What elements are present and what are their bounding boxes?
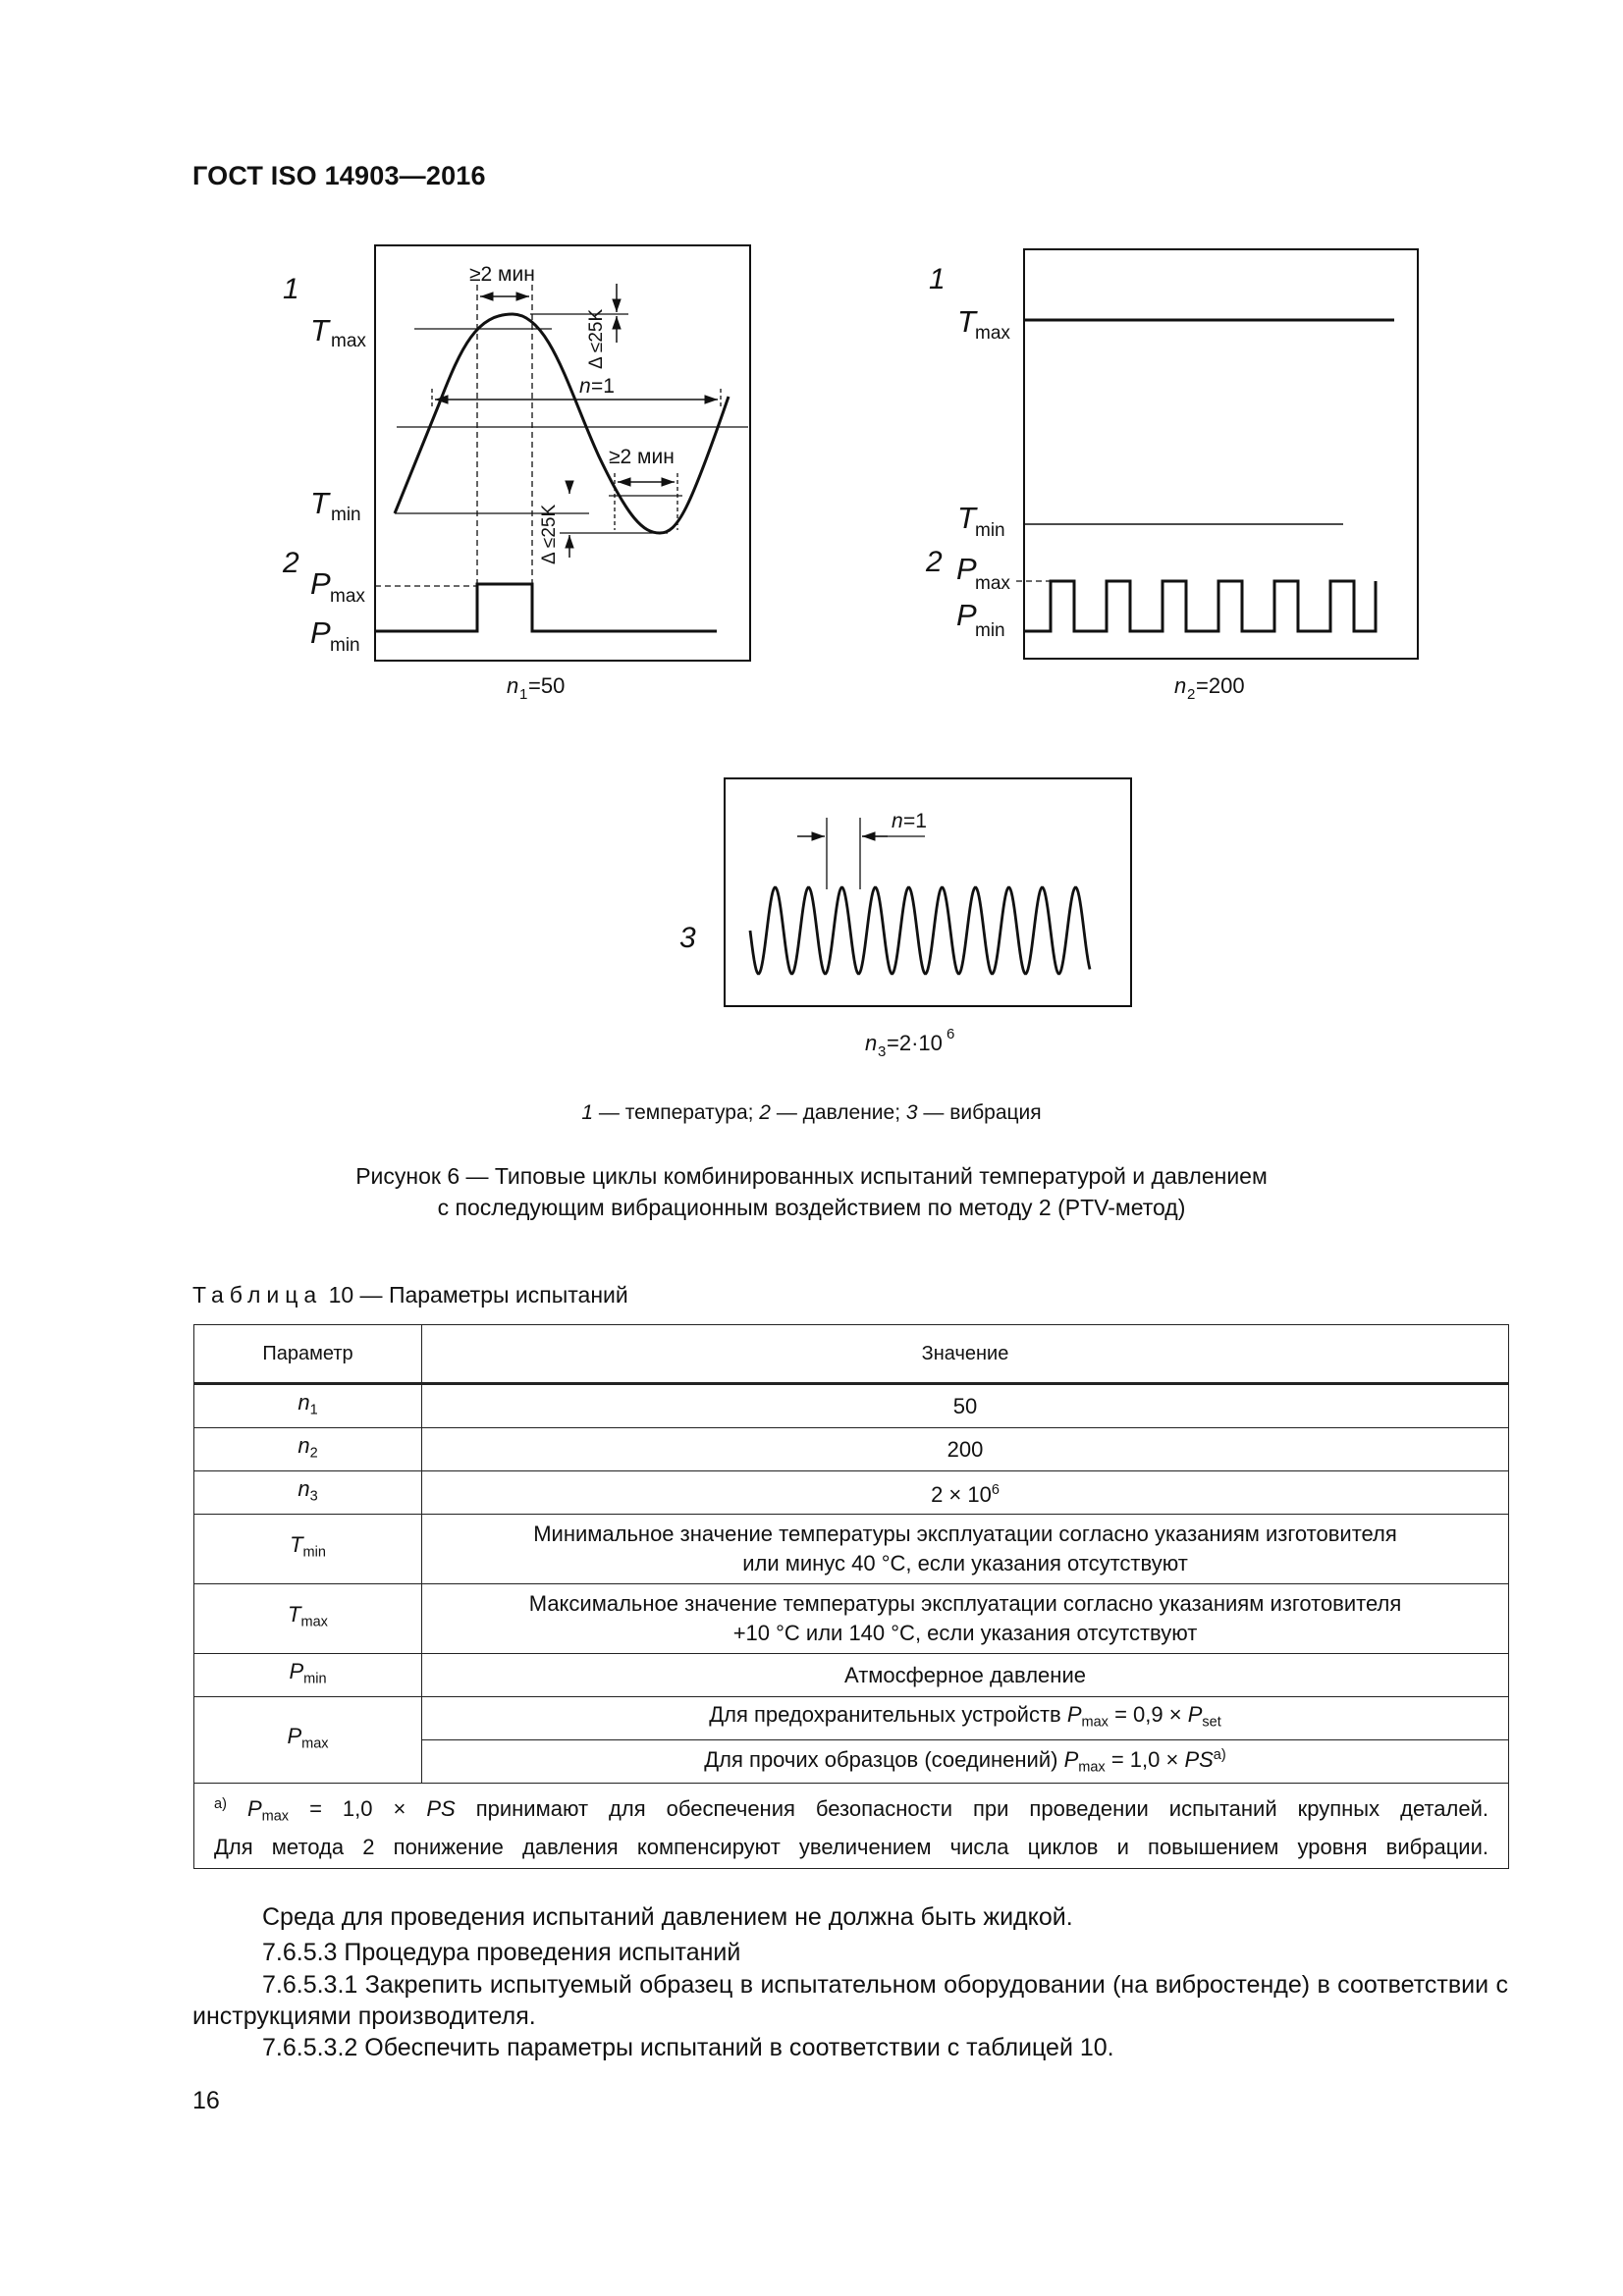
delta-bottom: Δ ≤25K bbox=[539, 504, 560, 564]
svg-text:=200: =200 bbox=[1196, 673, 1245, 698]
parameters-table bbox=[193, 1324, 1509, 1869]
svg-text:1: 1 bbox=[519, 686, 528, 703]
table-row: $n_1$ 50 bbox=[194, 1384, 1509, 1428]
label-t-max: T bbox=[957, 304, 976, 339]
panel-1-temperature-pressure-cycle bbox=[282, 245, 750, 703]
label-t-min: T bbox=[957, 501, 976, 535]
label-p-max: P bbox=[956, 552, 977, 586]
label-t-min: T bbox=[310, 486, 329, 520]
svg-text:max: max bbox=[331, 331, 366, 351]
svg-text:min: min bbox=[330, 635, 360, 656]
svg-text:2: 2 bbox=[1187, 686, 1196, 703]
panel-2-constant-temperature bbox=[925, 249, 1418, 703]
cycle-label: n bbox=[579, 375, 591, 398]
label-vibration-3: 3 bbox=[679, 922, 696, 954]
count-n3: n bbox=[865, 1031, 878, 1055]
svg-text:3: 3 bbox=[878, 1043, 887, 1060]
table-footnote-row bbox=[194, 1784, 1509, 1869]
label-pressure-2: 2 bbox=[283, 547, 299, 579]
delta-top: Δ ≤25K bbox=[586, 308, 607, 369]
paragraph: 7.6.5.3.2 Обеспечить параметры испытаний в соответствии с таблицей 10. bbox=[262, 2034, 1114, 2061]
table-row: $T_{min}$ Минимальное значение температуры эксплуатации согласно указаниям изготовителя или минус 40 °С, если указания отсутствуют bbox=[194, 1515, 1509, 1584]
label-p-min: P bbox=[310, 615, 331, 650]
label-pressure-2: 2 bbox=[926, 546, 943, 578]
label-t-max: T bbox=[310, 313, 329, 347]
dwell-time-bottom: ≥2 мин bbox=[609, 446, 675, 468]
paragraph: 7.6.5.3.1 Закрепить испытуемый образец в испытательном оборудовании (на вибростенде) в соответствии с инструкциями производителя. bbox=[192, 1971, 1508, 2030]
count-n1: n bbox=[507, 673, 519, 698]
cycle-label: n bbox=[892, 810, 903, 832]
label-temperature-1: 1 bbox=[929, 263, 946, 295]
svg-text:=1: =1 bbox=[903, 810, 927, 832]
svg-text:min: min bbox=[975, 520, 1005, 541]
svg-text:max: max bbox=[330, 586, 365, 607]
table-row: $T_{max}$ Максимальное значение температуры эксплуатации согласно указаниям изготовителя +10 °С или 140 °С, если указания отсутствуют bbox=[194, 1584, 1509, 1654]
figure-legend: 1 — температура; 2 — давление; 3 — вибрация bbox=[581, 1101, 1042, 1124]
svg-text:6: 6 bbox=[947, 1026, 955, 1042]
svg-text:max: max bbox=[975, 573, 1010, 594]
table-footnote: $^{a)}$ $P_{max} = 1,0$ × PS принимают для обеспечения безопасности при проведении испытаний крупных деталей. Для метода 2 понижение давления компенсируют увеличением числа циклов и повышением уровня вибрации. bbox=[194, 1784, 1509, 1869]
label-p-min: P bbox=[956, 598, 977, 632]
svg-text:min: min bbox=[975, 620, 1005, 641]
figure-6 bbox=[0, 0, 1623, 1090]
table-caption: Таблица 10 — Параметры испытаний bbox=[192, 1282, 628, 1308]
header-value: Значение bbox=[422, 1325, 1509, 1384]
paragraph: Среда для проведения испытаний давлением не должна быть жидкой. bbox=[262, 1903, 1073, 1931]
table-row: $n_3$ $2 \times 10^6$ bbox=[194, 1471, 1509, 1515]
figure-caption: Рисунок 6 — Типовые циклы комбинированных испытаний температурой и давлением с последующим вибрационным воздействием по методу 2 (PTV-метод) bbox=[355, 1163, 1268, 1220]
label-temperature-1: 1 bbox=[283, 273, 299, 305]
table-row: $P_{max}$ Для предохранительных устройств $P_{max} = 0,9 \times P_{set}$ bbox=[194, 1697, 1509, 1740]
svg-text:=50: =50 bbox=[528, 673, 566, 698]
table-row: $n_2$ 200 bbox=[194, 1428, 1509, 1471]
header-parameter: Параметр bbox=[194, 1325, 422, 1384]
pressure-pulse-train bbox=[1024, 581, 1376, 631]
table-header-row bbox=[194, 1325, 1509, 1384]
page-number: 16 bbox=[192, 2087, 220, 2114]
section-heading: 7.6.5.3 Процедура проведения испытаний bbox=[262, 1939, 741, 1966]
vibration-waveform bbox=[750, 887, 1090, 974]
label-p-max: P bbox=[310, 566, 331, 601]
count-n2: n bbox=[1174, 673, 1187, 698]
svg-text:min: min bbox=[331, 505, 361, 525]
svg-text:=1: =1 bbox=[591, 375, 615, 398]
table-row: Для прочих образцов (соединений) $P_{max} = 1,0 \times PS^{a)}$ bbox=[194, 1740, 1509, 1784]
document-header: ГОСТ ISO 14903—2016 bbox=[192, 161, 486, 190]
svg-text:max: max bbox=[975, 323, 1010, 344]
svg-text:=2·10: =2·10 bbox=[887, 1031, 943, 1055]
panel-3-vibration bbox=[679, 778, 1131, 1060]
table-row: $P_{min}$ Атмосферное давление bbox=[194, 1654, 1509, 1697]
dwell-time-top: ≥2 мин bbox=[469, 263, 535, 286]
